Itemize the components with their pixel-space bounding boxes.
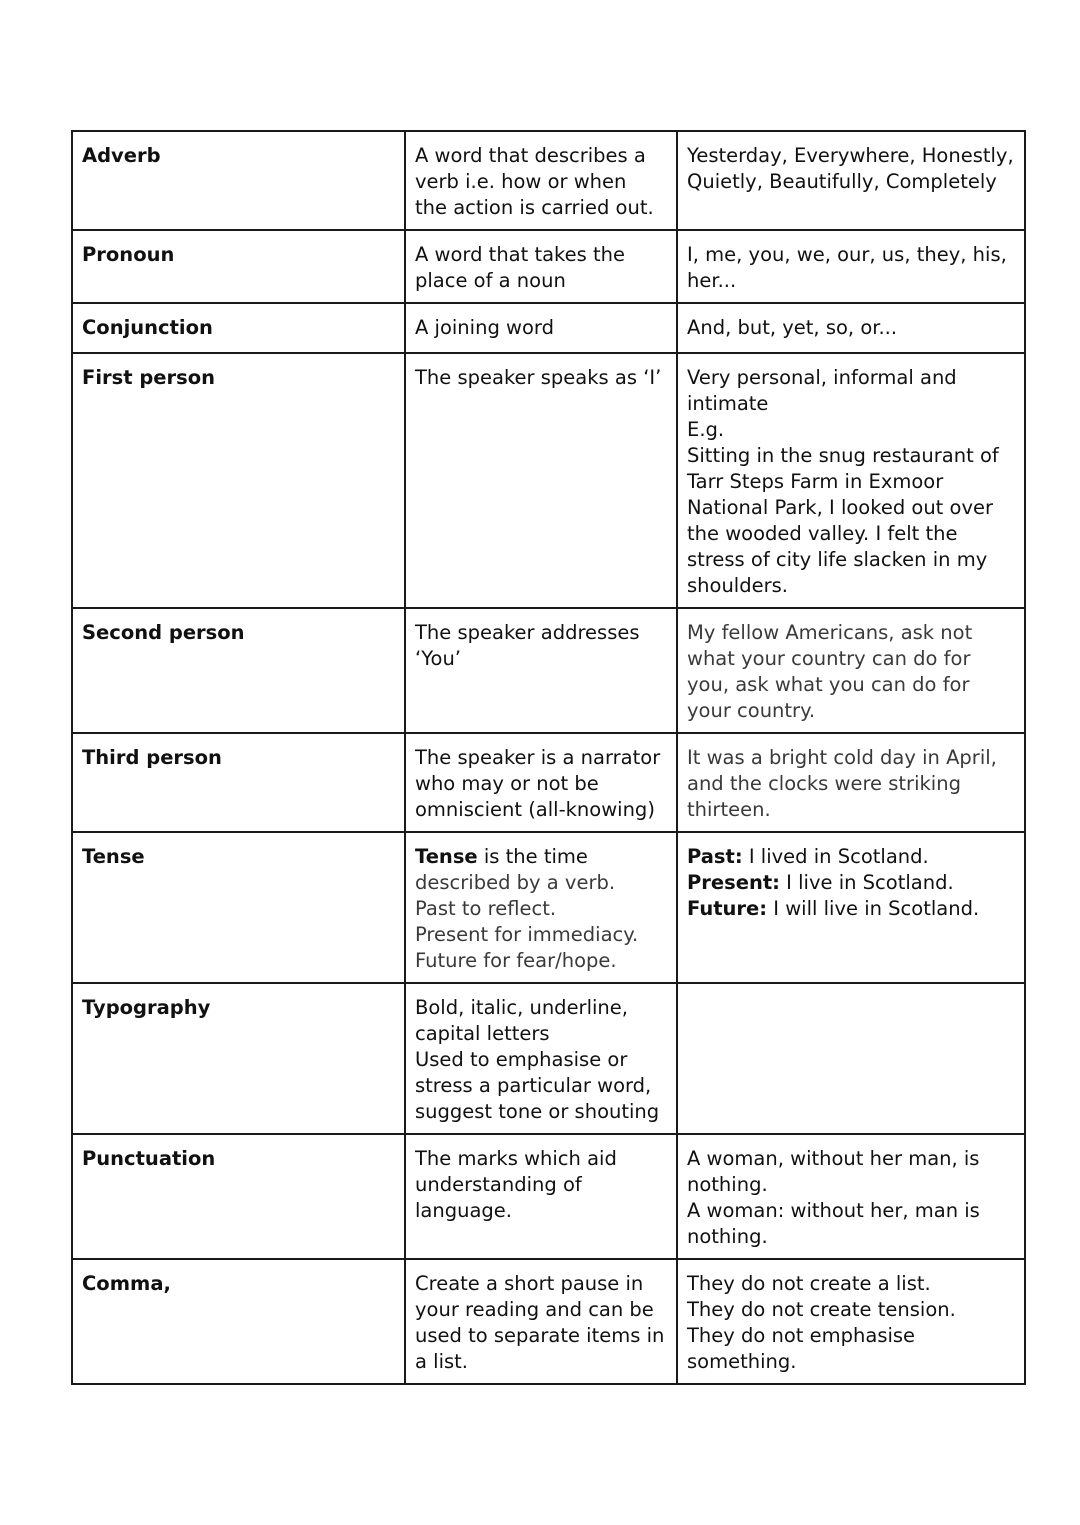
example-line: nothing. <box>687 1173 768 1196</box>
example-line: what your country can do for <box>687 647 971 670</box>
examples-cell <box>677 608 1025 733</box>
definition-line: suggest tone or shouting <box>415 1100 660 1123</box>
tense-example: I live in Scotland. <box>779 871 954 894</box>
examples-cell <box>677 1134 1025 1259</box>
example-line: you, ask what you can do for <box>687 673 970 696</box>
example-line: National Park, I looked out over <box>687 496 994 519</box>
definition-line: The speaker speaks as ‘I’ <box>415 366 662 389</box>
table-row <box>72 733 1025 832</box>
definition-line: Future for fear/hope. <box>415 949 617 972</box>
definition-line: place of a noun <box>415 269 566 292</box>
examples-cell <box>677 983 1025 1134</box>
example-line: thirteen. <box>687 798 771 821</box>
example-line: nothing. <box>687 1225 768 1248</box>
term-cell: Adverb <box>72 131 405 230</box>
example-line: And, but, yet, so, or... <box>687 316 898 339</box>
example-line: It was a bright cold day in April, <box>687 746 997 769</box>
definition-line: A word that takes the <box>415 243 626 266</box>
definition-cell <box>405 1259 677 1384</box>
table-row <box>72 1259 1025 1384</box>
term-cell: Second person <box>72 608 405 733</box>
definition-line: described by a verb. <box>415 871 616 894</box>
term-cell: Pronoun <box>72 230 405 303</box>
examples-cell <box>677 303 1025 353</box>
example-line <box>687 870 1016 896</box>
example-line: A woman: without her, man is <box>687 1199 980 1222</box>
definition-cell <box>405 353 677 608</box>
example-line: the wooded valley. I felt the <box>687 522 958 545</box>
example-line: your country. <box>687 699 816 722</box>
definition-line: who may or not be <box>415 772 599 795</box>
table-row <box>72 832 1025 983</box>
definition-line: understanding of <box>415 1173 582 1196</box>
example-line: They do not create tension. <box>687 1298 956 1321</box>
definition-line <box>415 844 668 870</box>
definition-line: The speaker is a narrator <box>415 746 661 769</box>
definition-line: your reading and can be <box>415 1298 654 1321</box>
definition-line: The marks which aid <box>415 1147 617 1170</box>
term-cell: Typography <box>72 983 405 1134</box>
definition-line: stress a particular word, <box>415 1074 652 1097</box>
definition-line: language. <box>415 1199 512 1222</box>
definition-cell <box>405 131 677 230</box>
table-row <box>72 983 1025 1134</box>
examples-cell <box>677 230 1025 303</box>
example-line: They do not create a list. <box>687 1272 931 1295</box>
examples-cell <box>677 733 1025 832</box>
table-row <box>72 353 1025 608</box>
examples-cell <box>677 131 1025 230</box>
example-line: stress of city life slacken in my <box>687 548 988 571</box>
tense-label: Present: <box>687 871 780 894</box>
examples-cell <box>677 832 1025 983</box>
example-line: Sitting in the snug restaurant of <box>687 444 999 467</box>
definition-line: The speaker addresses <box>415 621 640 644</box>
example-line: E.g. <box>687 418 725 441</box>
term-cell: Tense <box>72 832 405 983</box>
example-line: intimate <box>687 392 769 415</box>
definition-cell <box>405 303 677 353</box>
example-line: Very personal, informal and <box>687 366 957 389</box>
definition-line: verb i.e. how or when <box>415 170 627 193</box>
example-line: Yesterday, Everywhere, Honestly, <box>687 144 1014 167</box>
definition-line: A joining word <box>415 316 554 339</box>
definition-line: ‘You’ <box>415 647 462 670</box>
example-line <box>687 844 1016 870</box>
table-row <box>72 608 1025 733</box>
definition-line: Create a short pause in <box>415 1272 644 1295</box>
example-line: They do not emphasise <box>687 1324 916 1347</box>
definition-cell <box>405 608 677 733</box>
definition-cell <box>405 983 677 1134</box>
term-cell: Comma, <box>72 1259 405 1384</box>
examples-cell <box>677 353 1025 608</box>
definition-line: Present for immediacy. <box>415 923 639 946</box>
tense-example: I will live in Scotland. <box>767 897 980 920</box>
definition-line: Past to reflect. <box>415 897 557 920</box>
definition-line: omniscient (all-knowing) <box>415 798 655 821</box>
example-line: her... <box>687 269 737 292</box>
definition-cell <box>405 733 677 832</box>
definition-line: used to separate items in <box>415 1324 665 1347</box>
definition-line: a list. <box>415 1350 468 1373</box>
definition-line: the action is carried out. <box>415 196 654 219</box>
glossary-table <box>71 130 1026 1385</box>
table-row <box>72 303 1025 353</box>
example-line: A woman, without her man, is <box>687 1147 980 1170</box>
tense-label: Past: <box>687 845 743 868</box>
definition-lead-bold: Tense <box>415 845 478 868</box>
example-line: Quietly, Beautifully, Completely <box>687 170 997 193</box>
definition-line: Bold, italic, underline, <box>415 996 628 1019</box>
example-line: shoulders. <box>687 574 788 597</box>
definition-cell <box>405 832 677 983</box>
definition-lead-rest: is the time <box>477 845 588 868</box>
definition-cell <box>405 1134 677 1259</box>
example-line: something. <box>687 1350 797 1373</box>
definition-cell <box>405 230 677 303</box>
tense-label: Future: <box>687 897 768 920</box>
table-row <box>72 230 1025 303</box>
table-row <box>72 131 1025 230</box>
example-line: My fellow Americans, ask not <box>687 621 973 644</box>
definition-line: A word that describes a <box>415 144 646 167</box>
term-cell: First person <box>72 353 405 608</box>
definition-line: Used to emphasise or <box>415 1048 628 1071</box>
table-row <box>72 1134 1025 1259</box>
term-cell: Third person <box>72 733 405 832</box>
tense-example: I lived in Scotland. <box>742 845 929 868</box>
term-cell: Punctuation <box>72 1134 405 1259</box>
term-cell: Conjunction <box>72 303 405 353</box>
definition-line: capital letters <box>415 1022 550 1045</box>
example-line: and the clocks were striking <box>687 772 961 795</box>
example-line <box>687 896 1016 922</box>
example-line: I, me, you, we, our, us, they, his, <box>687 243 1007 266</box>
example-line: Tarr Steps Farm in Exmoor <box>687 470 944 493</box>
examples-cell <box>677 1259 1025 1384</box>
